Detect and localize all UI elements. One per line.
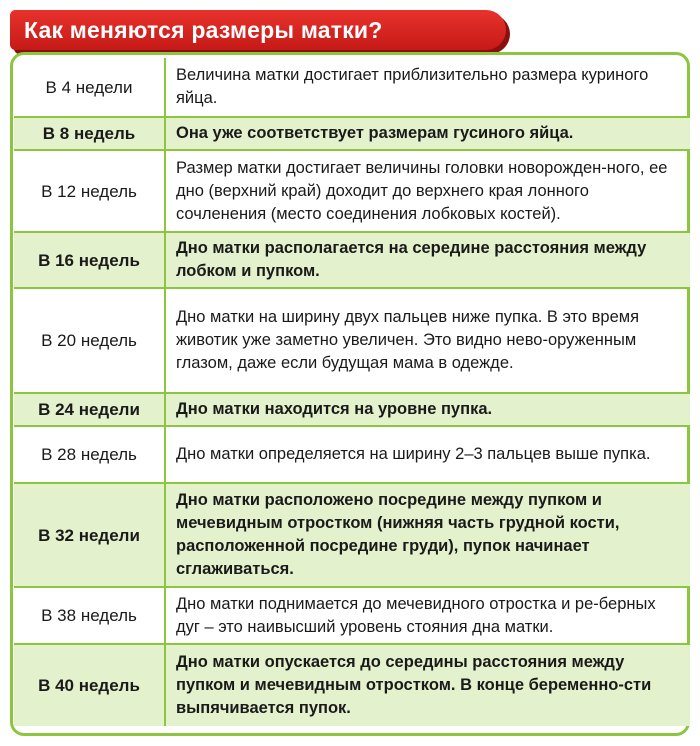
uterus-size-table xyxy=(14,58,690,726)
description-cell: Дно матки расположено посредине между пупком и мечевидным отростком (нижняя часть грудной кости, расположенной посредине груди), пупок начинает сглаживаться. xyxy=(165,483,690,587)
table-row xyxy=(14,232,690,288)
table-row xyxy=(14,58,690,117)
week-cell: В 38 недель xyxy=(14,587,165,644)
table-row xyxy=(14,288,690,393)
description-cell: Дно матки опускается до середины расстояния между пупком и мечевидным отростком. В конце беременно-сти выпячивается пупок. xyxy=(165,644,690,726)
table-row xyxy=(14,117,690,150)
week-cell: В 40 недель xyxy=(14,644,165,726)
week-cell: В 16 недель xyxy=(14,232,165,288)
week-cell: В 12 недель xyxy=(14,150,165,232)
description-cell: Дно матки определяется на ширину 2–3 пальцев выше пупка. xyxy=(165,426,690,483)
description-cell: Дно матки находится на уровне пупка. xyxy=(165,393,690,426)
description-cell: Дно матки поднимается до мечевидного отростка и ре-берных дуг – это наивысший уровень стояния дна матки. xyxy=(165,587,690,644)
description-cell: Она уже соответствует размерам гусиного яйца. xyxy=(165,117,690,150)
title-banner xyxy=(10,10,510,54)
description-cell: Дно матки на ширину двух пальцев ниже пупка. В это время животик уже заметно увеличен. Это видно нево-оруженным глазом, даже если будущая мама в одежде. xyxy=(165,288,690,393)
description-cell: Дно матки располагается на середине расстояния между лобком и пупком. xyxy=(165,232,690,288)
table-row xyxy=(14,426,690,483)
table-row xyxy=(14,644,690,726)
table-row xyxy=(14,150,690,232)
page-title: Как меняются размеры матки? xyxy=(10,10,506,50)
week-cell: В 8 недель xyxy=(14,117,165,150)
week-cell: В 4 недели xyxy=(14,58,165,117)
week-cell: В 32 недели xyxy=(14,483,165,587)
table-row xyxy=(14,483,690,587)
week-cell: В 28 недель xyxy=(14,426,165,483)
table-row xyxy=(14,393,690,426)
description-cell: Величина матки достигает приблизительно размера куриного яйца. xyxy=(165,58,690,117)
week-cell: В 24 недели xyxy=(14,393,165,426)
description-cell: Размер матки достигает величины головки новорожден-ного, ее дно (верхний край) доходит до верхнего края лонного сочленения (место соединения лобковых костей). xyxy=(165,150,690,232)
week-cell: В 20 недель xyxy=(14,288,165,393)
table-row xyxy=(14,587,690,644)
